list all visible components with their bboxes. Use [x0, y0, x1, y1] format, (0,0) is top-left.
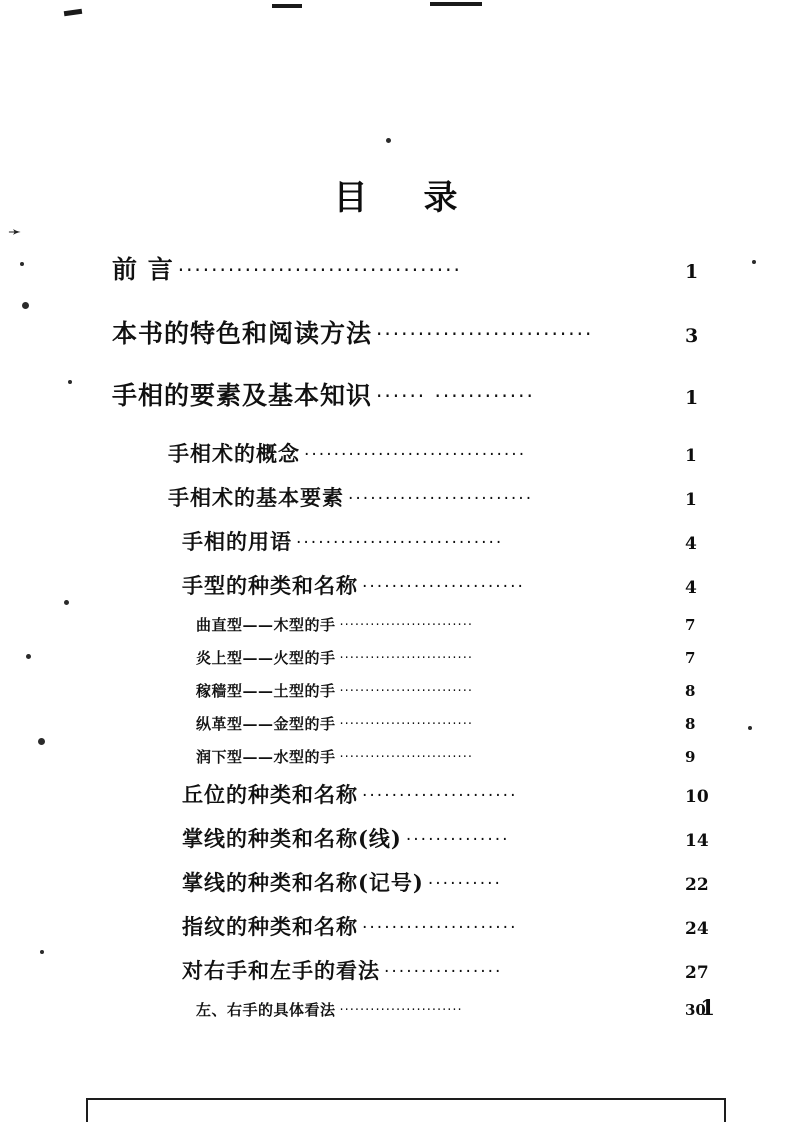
toc-leader-dots: ··························	[339, 717, 473, 732]
toc-entry[interactable]	[0, 614, 793, 635]
toc-leader-dots: ·····················	[362, 918, 518, 938]
scan-edge-right	[724, 1098, 726, 1122]
toc-entry[interactable]	[0, 867, 793, 897]
toc-entry-label: 指纹的种类和名称	[182, 914, 358, 939]
toc-entry[interactable]	[0, 482, 793, 512]
scan-artifact	[386, 138, 391, 143]
toc-entry-page: 4	[685, 578, 697, 598]
toc-entry-label: 手型的种类和名称	[182, 573, 358, 598]
toc-entry[interactable]	[0, 526, 793, 556]
scan-edge-left	[86, 1098, 88, 1122]
toc-entry-label: 手相的要素及基本知识	[112, 381, 373, 410]
toc-entry-label: 手相术的基本要素	[168, 485, 344, 510]
scan-artifact	[64, 9, 83, 16]
scan-edge-line	[86, 1098, 726, 1100]
toc-leader-dots: ················	[384, 962, 503, 982]
toc-leader-dots: ·····················	[362, 786, 518, 806]
toc-entry[interactable]	[0, 746, 793, 767]
toc-entry-label: 炎上型——火型的手	[196, 649, 336, 667]
toc-leader-dots: ··························	[376, 322, 594, 346]
toc-entry-label: 掌线的种类和名称(线)	[182, 826, 402, 851]
toc-entry-label: 手相术的概念	[168, 441, 300, 466]
toc-entry[interactable]	[0, 999, 793, 1020]
toc-leader-dots: ····························	[296, 533, 504, 553]
toc-leader-dots: ······················	[362, 577, 525, 597]
toc-entry-page: 1	[685, 446, 697, 466]
toc-entry-label: 丘位的种类和名称	[182, 782, 358, 807]
toc-entry-page: 1	[685, 490, 697, 510]
toc-entry-page: 22	[685, 875, 709, 895]
toc-entry-page: 24	[685, 919, 709, 939]
toc-entry[interactable]	[0, 438, 793, 468]
toc-leader-dots: ······························	[304, 445, 527, 465]
toc-entry-label: 前 言	[112, 255, 174, 284]
toc-leader-dots: ························	[339, 1003, 463, 1018]
toc-entry-label: 对右手和左手的看法	[182, 958, 380, 983]
toc-entry-page: 3	[685, 325, 699, 347]
table-of-contents	[0, 250, 793, 1032]
scan-artifact	[430, 2, 482, 6]
toc-entry[interactable]	[0, 955, 793, 985]
toc-entry-label: 纵革型——金型的手	[196, 715, 336, 733]
toc-leader-dots: ··························	[339, 651, 473, 666]
toc-entry[interactable]	[0, 823, 793, 853]
toc-leader-dots: ·························	[348, 489, 534, 509]
toc-entry-page: 27	[685, 963, 709, 983]
toc-leader-dots: ··································	[177, 258, 462, 282]
toc-entry-page: 1	[685, 387, 699, 409]
scan-artifact: ➛	[8, 222, 22, 241]
toc-entry[interactable]	[0, 680, 793, 701]
toc-entry-label: 掌线的种类和名称(记号)	[182, 870, 424, 895]
toc-leader-dots: ··························	[339, 684, 473, 699]
toc-entry-page: 4	[685, 534, 697, 554]
toc-entry-page: 8	[685, 682, 696, 700]
toc-entry-label: 本书的特色和阅读方法	[112, 319, 373, 348]
toc-entry[interactable]	[0, 570, 793, 600]
toc-entry[interactable]	[0, 713, 793, 734]
toc-entry-label: 左、右手的具体看法	[196, 1001, 336, 1019]
toc-entry-page: 7	[685, 649, 696, 667]
toc-leader-dots: ··························	[339, 750, 473, 765]
toc-entry[interactable]	[0, 911, 793, 941]
toc-entry-page: 7	[685, 616, 696, 634]
toc-entry-label: 润下型——水型的手	[196, 748, 336, 766]
toc-leader-dots: ······ ············	[376, 384, 535, 408]
toc-entry[interactable]	[0, 250, 793, 286]
toc-entry[interactable]	[0, 314, 793, 350]
toc-leader-dots: ··········	[427, 874, 502, 894]
toc-entry[interactable]	[0, 647, 793, 668]
toc-entry-page: 8	[685, 715, 696, 733]
toc-entry-page: 14	[685, 831, 709, 851]
toc-entry[interactable]	[0, 779, 793, 809]
scan-artifact	[272, 4, 302, 8]
toc-entry-label: 手相的用语	[182, 529, 292, 554]
toc-entry-label: 曲直型——木型的手	[196, 616, 336, 634]
page-title-char-1: 目	[333, 178, 370, 218]
toc-entry-page: 10	[685, 787, 709, 807]
toc-entry-page: 30	[685, 1001, 706, 1019]
toc-entry[interactable]	[0, 376, 793, 412]
toc-leader-dots: ··························	[339, 618, 473, 633]
page-title	[0, 170, 793, 219]
toc-leader-dots: ··············	[405, 830, 510, 850]
toc-entry-page: 1	[685, 261, 699, 283]
page-folio: 1	[700, 995, 715, 1020]
toc-entry-page: 9	[685, 748, 696, 766]
page-title-char-2: 录	[423, 178, 460, 218]
toc-entry-label: 稼穑型——土型的手	[196, 682, 336, 700]
